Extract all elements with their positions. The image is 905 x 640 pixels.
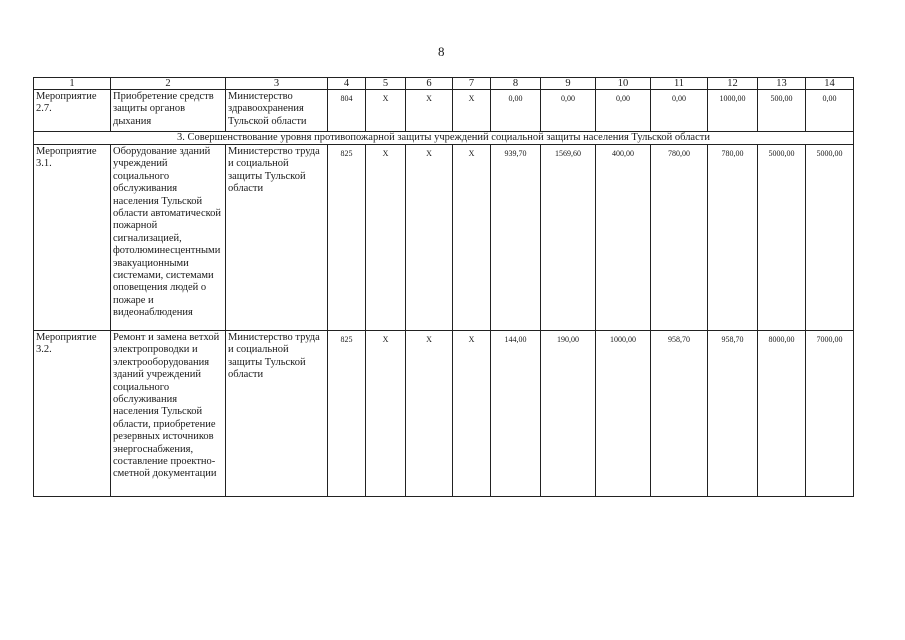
value-cell: 0,00 [806, 90, 854, 132]
header-cell: 4 [328, 78, 366, 90]
value-cell: X [366, 331, 406, 497]
activity-executor: Министерство труда и социальной защиты Тульской области [226, 331, 328, 497]
activity-executor: Министерство труда и социальной защиты Тульской области [226, 145, 328, 331]
table-row-activity-3-1 [34, 145, 854, 331]
value-cell: 1000,00 [596, 331, 651, 497]
header-cell: 11 [651, 78, 708, 90]
value-cell: 804 [328, 90, 366, 132]
value-cell: X [366, 90, 406, 132]
value-cell: X [366, 145, 406, 331]
section-row [34, 132, 854, 145]
table-row-activity-3-2 [34, 331, 854, 497]
activity-name: Ремонт и замена ветхой электропроводки и электрооборудования зданий учреждений социального обслуживания населения Тульской области, приобретение резервных источников энергоснабжения, составление проектно-сметной документации [111, 331, 226, 497]
value-cell: 0,00 [651, 90, 708, 132]
header-cell: 10 [596, 78, 651, 90]
value-cell: 0,00 [541, 90, 596, 132]
section-title: 3. Совершенствование уровня противопожарной защиты учреждений социальной защиты населения Тульской области [34, 132, 854, 145]
value-cell: 190,00 [541, 331, 596, 497]
value-cell: 400,00 [596, 145, 651, 331]
value-cell: X [406, 331, 453, 497]
header-cell: 2 [111, 78, 226, 90]
value-cell: X [453, 145, 491, 331]
header-cell: 8 [491, 78, 541, 90]
value-cell: 5000,00 [758, 145, 806, 331]
value-cell: X [453, 90, 491, 132]
value-cell: 5000,00 [806, 145, 854, 331]
value-cell: 7000,00 [806, 331, 854, 497]
value-cell: 0,00 [491, 90, 541, 132]
header-cell: 7 [453, 78, 491, 90]
value-cell: X [406, 90, 453, 132]
header-cell: 9 [541, 78, 596, 90]
value-cell: 958,70 [708, 331, 758, 497]
header-cell: 6 [406, 78, 453, 90]
value-cell: 0,00 [596, 90, 651, 132]
value-cell: 144,00 [491, 331, 541, 497]
page-number: 8 [438, 44, 445, 59]
header-row [34, 78, 854, 90]
activity-code: Мероприятие 3.1. [34, 145, 111, 331]
header-cell: 12 [708, 78, 758, 90]
activity-code: Мероприятие 3.2. [34, 331, 111, 497]
value-cell: 1569,60 [541, 145, 596, 331]
table-row-activity-2-7 [34, 90, 854, 132]
value-cell: 8000,00 [758, 331, 806, 497]
value-cell: X [406, 145, 453, 331]
header-cell: 3 [226, 78, 328, 90]
header-cell: 1 [34, 78, 111, 90]
value-cell: 780,00 [708, 145, 758, 331]
program-activities-table [33, 77, 854, 497]
value-cell: 958,70 [651, 331, 708, 497]
value-cell: 825 [328, 145, 366, 331]
activity-executor: Министерство здравоохранения Тульской области [226, 90, 328, 132]
value-cell: 825 [328, 331, 366, 497]
value-cell: X [453, 331, 491, 497]
header-cell: 14 [806, 78, 854, 90]
value-cell: 939,70 [491, 145, 541, 331]
value-cell: 500,00 [758, 90, 806, 132]
header-cell: 5 [366, 78, 406, 90]
activity-name: Оборудование зданий учреждений социального обслуживания населения Тульской области автоматической пожарной сигнализацией, фотолюминесцентными эвакуационными системами, системами оповещения людей о пожаре и видеонаблюдения [111, 145, 226, 331]
header-cell: 13 [758, 78, 806, 90]
activity-name: Приобретение средств защиты органов дыхания [111, 90, 226, 132]
activity-code: Мероприятие 2.7. [34, 90, 111, 132]
value-cell: 1000,00 [708, 90, 758, 132]
value-cell: 780,00 [651, 145, 708, 331]
